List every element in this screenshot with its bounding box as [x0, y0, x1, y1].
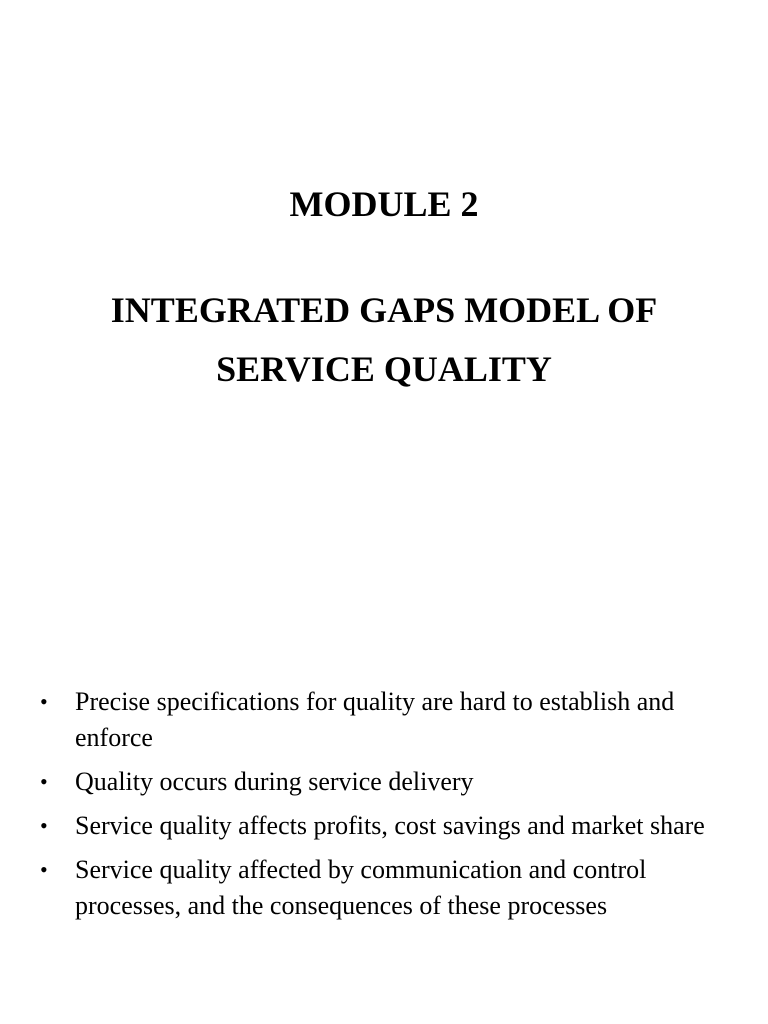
bullet-item-3	[40, 808, 740, 844]
bullet-list	[40, 684, 740, 932]
bullet-icon: •	[40, 813, 48, 838]
module-heading: MODULE 2	[289, 184, 479, 224]
page-title	[0, 281, 768, 399]
bullet-text-4: Service quality affected by communication and control processes, and the consequences of these processes	[75, 855, 647, 920]
title-line-1: INTEGRATED GAPS MODEL OF	[110, 290, 658, 330]
bullet-text-1: Precise specifications for quality are hard to establish and enforce	[75, 687, 675, 752]
bullet-icon: •	[40, 857, 48, 882]
bullet-text-2: Quality occurs during service delivery	[75, 767, 474, 796]
bullet-item-2	[40, 764, 740, 800]
bullet-icon: •	[40, 689, 48, 714]
bullet-icon: •	[40, 769, 48, 794]
bullet-item-1	[40, 684, 740, 756]
bullet-item-4	[40, 852, 740, 924]
title-line-2: SERVICE QUALITY	[216, 349, 552, 389]
bullet-text-3: Service quality affects profits, cost savings and market share	[75, 811, 705, 840]
